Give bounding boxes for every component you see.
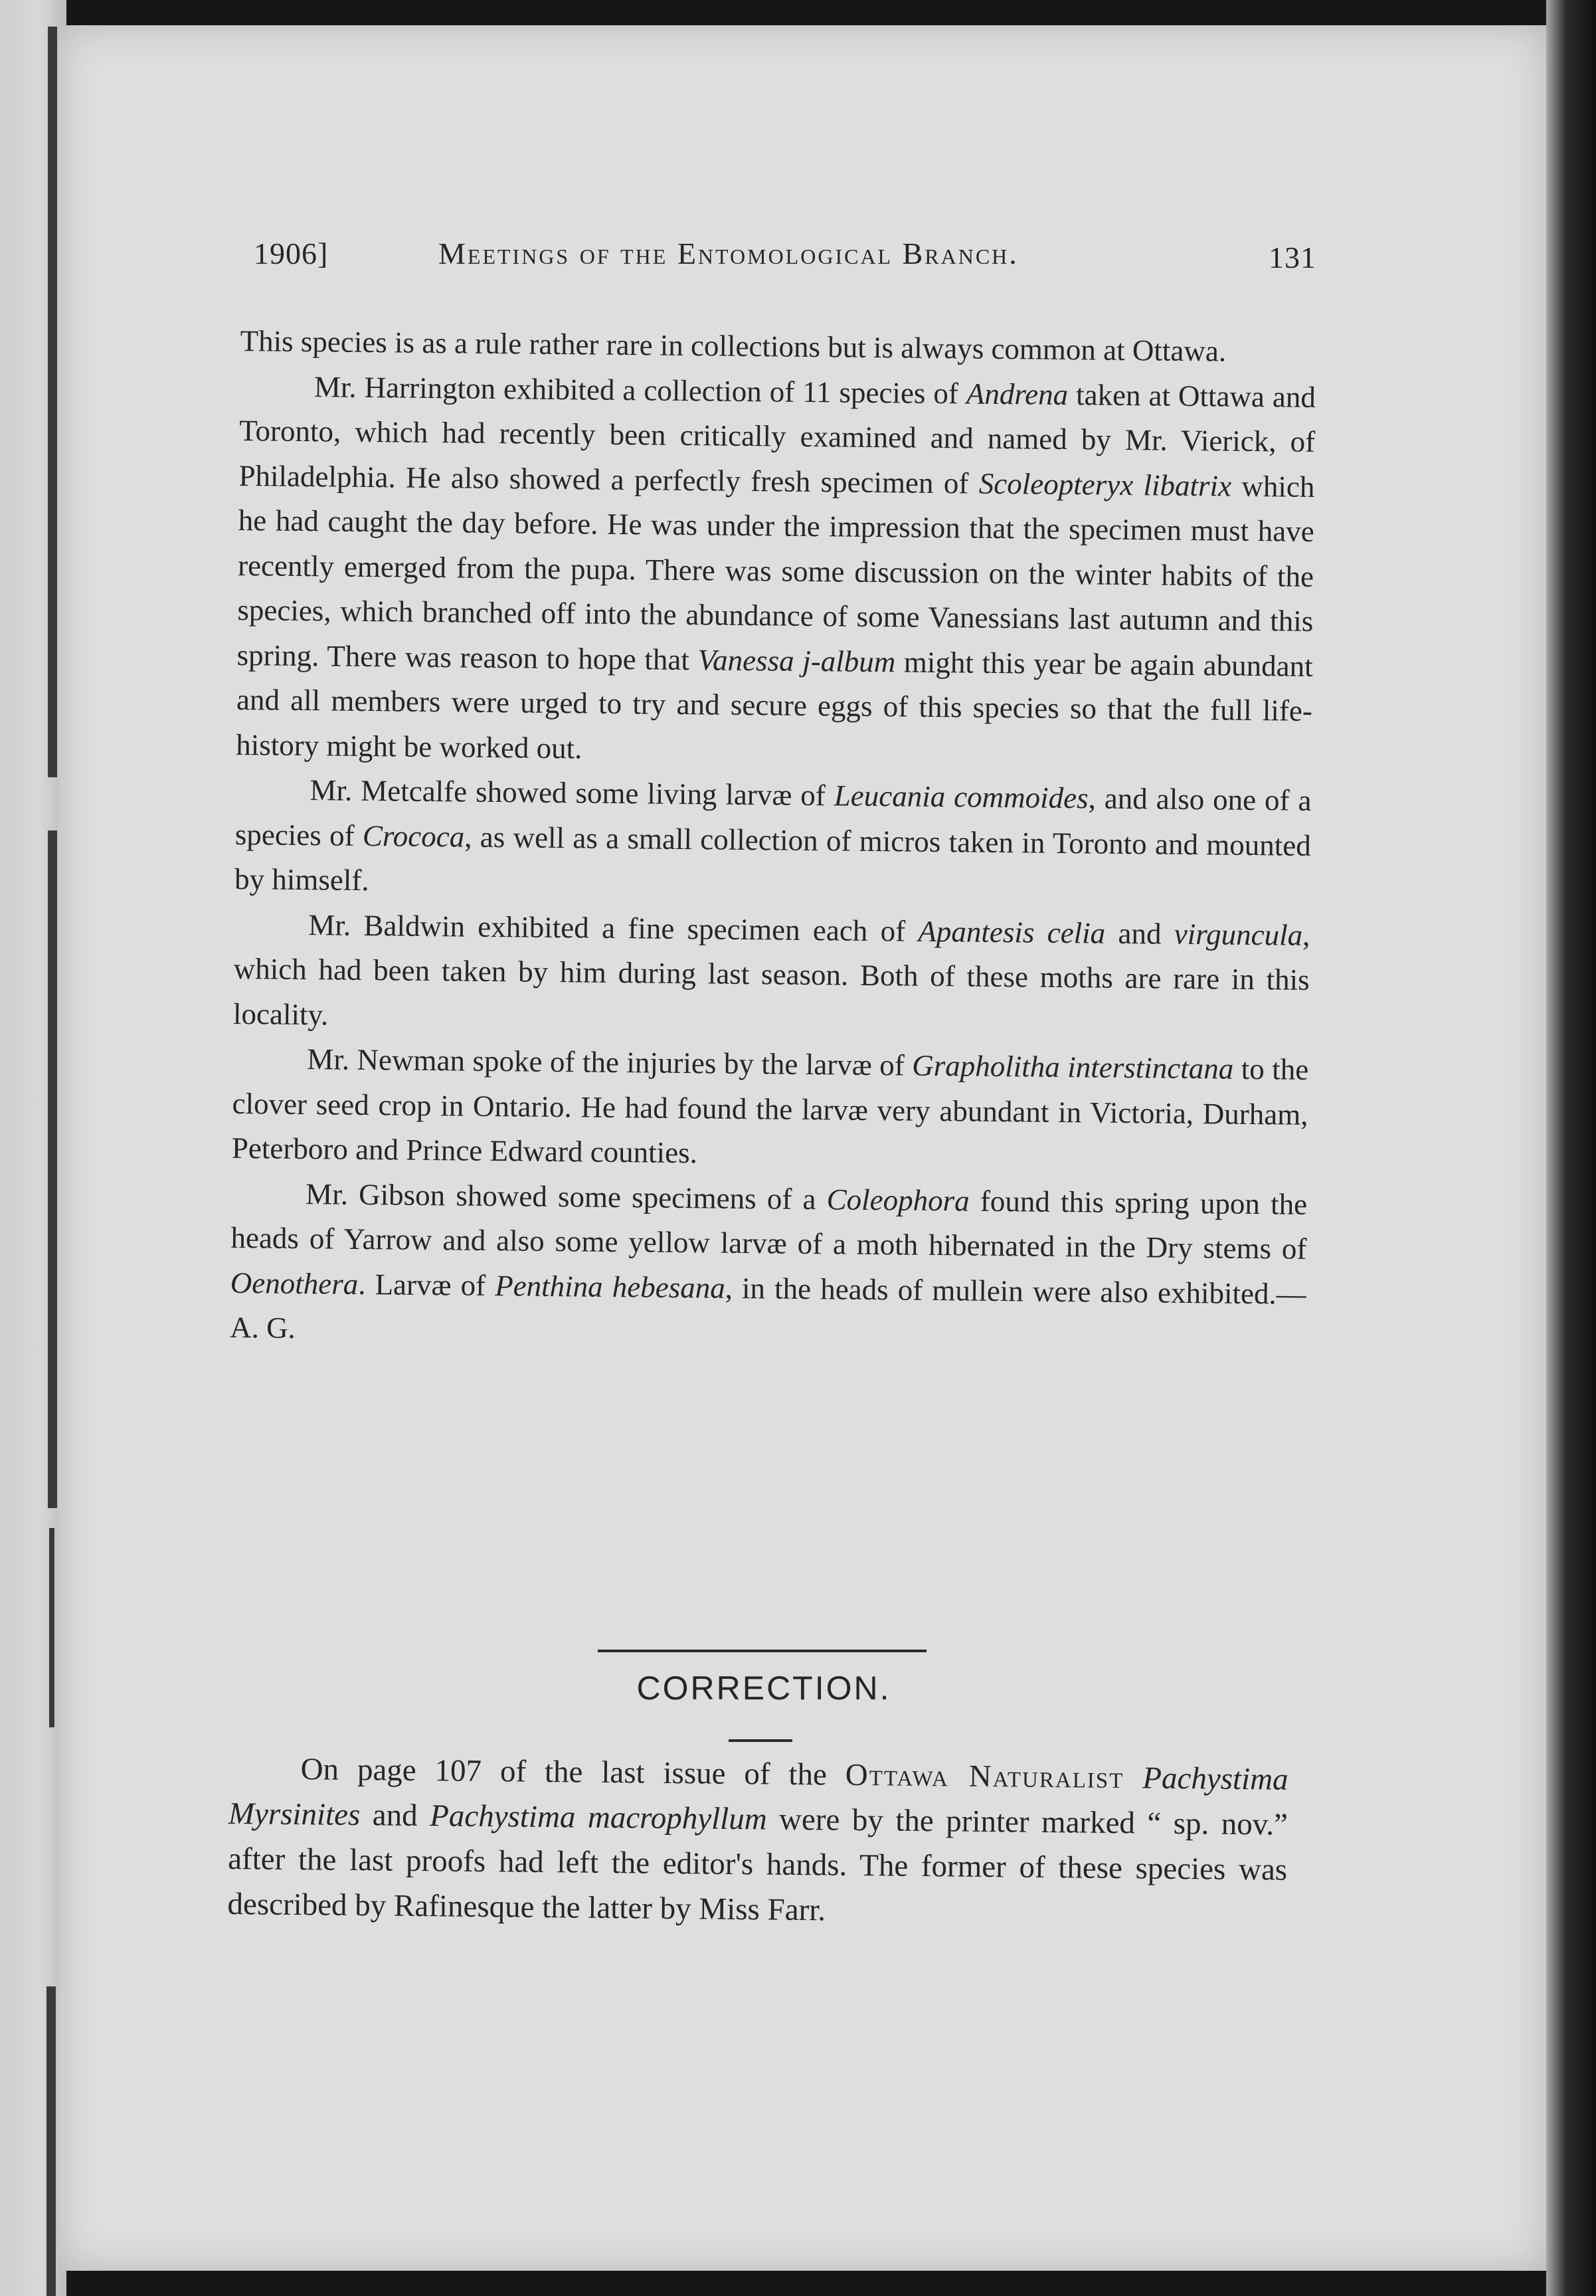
paragraph-6: Mr. Gibson showed some specimens of a Coleophora found this spring upon the heads of Yarrow and also some yellow larvæ of a moth hibernated in the Dry stems of Oenothera. Larvæ of Penthina hebesana, in the heads of mullein were also exhibited.—A. G. bbox=[229, 1177, 1308, 1345]
paragraph-3: Mr. Metcalfe showed some living larvæ of Leucania commoides, and also one of a species of Crococa, as well as a small collection of micros taken in Toronto and mounted by himself. bbox=[234, 773, 1312, 898]
running-header bbox=[254, 236, 1316, 289]
page-number: 131 bbox=[1269, 240, 1316, 274]
correction-paragraph: On page 107 of the last issue of the Ottawa Naturalist Pachystima Myrsinites and Pachystima macrophyllum were by the printer marked “ sp. nov.” after the last proofs had left the editor's hands. The former of these species was described by Rafinesque the latter by Miss Farr. bbox=[227, 1752, 1288, 1928]
heading-dash bbox=[729, 1739, 792, 1742]
paragraph-1: This species is as a rule rather rare in collections but is always common at Ottawa. bbox=[240, 324, 1227, 368]
header-title: Meetings of the Entomological Branch. bbox=[438, 237, 1019, 270]
header-year: 1906] bbox=[254, 237, 329, 270]
paragraph-2: Mr. Harrington exhibited a collection of 11 species of Andrena taken at Ottawa and Toronto, which had recently been critically examined and named by Mr. Vierick, of Philadelphia. He also showed a perfectly fresh specimen of Scoleopteryx libatrix which he had caught the day before. He was under the impression that the specimen must have recently emerged from the pupa. There was some discussion on the winter habits of the species, which branched off into the abundance of some Vanessians last autumn and this spring. There was reason to hope that Vanessa j-album might this year be again abundant and all members were urged to try and secure eggs of this species so that the full life-history might be worked out. bbox=[236, 369, 1316, 765]
right-page-edge bbox=[1546, 0, 1596, 2296]
paragraph-4: Mr. Baldwin exhibited a fine specimen each of Apantesis celia and virguncula, which had been taken by him during last season. Both of these moths are rare in this locality. bbox=[232, 908, 1310, 1031]
correction-body bbox=[227, 1746, 1288, 1938]
section-divider-rule bbox=[598, 1650, 927, 1652]
paragraph-5: Mr. Newman spoke of the injuries by the larvæ of Grapholitha interstinctana to the clover seed crop in Ontario. He had found the larvæ very abundant in Victoria, Durham, Peterboro and Prince Edward counties. bbox=[231, 1042, 1309, 1170]
article-body bbox=[230, 319, 1316, 1361]
book-spine-edge bbox=[0, 0, 66, 2296]
journal-name: Ottawa Naturalist bbox=[845, 1757, 1124, 1796]
correction-heading: CORRECTION. bbox=[636, 1670, 891, 1707]
